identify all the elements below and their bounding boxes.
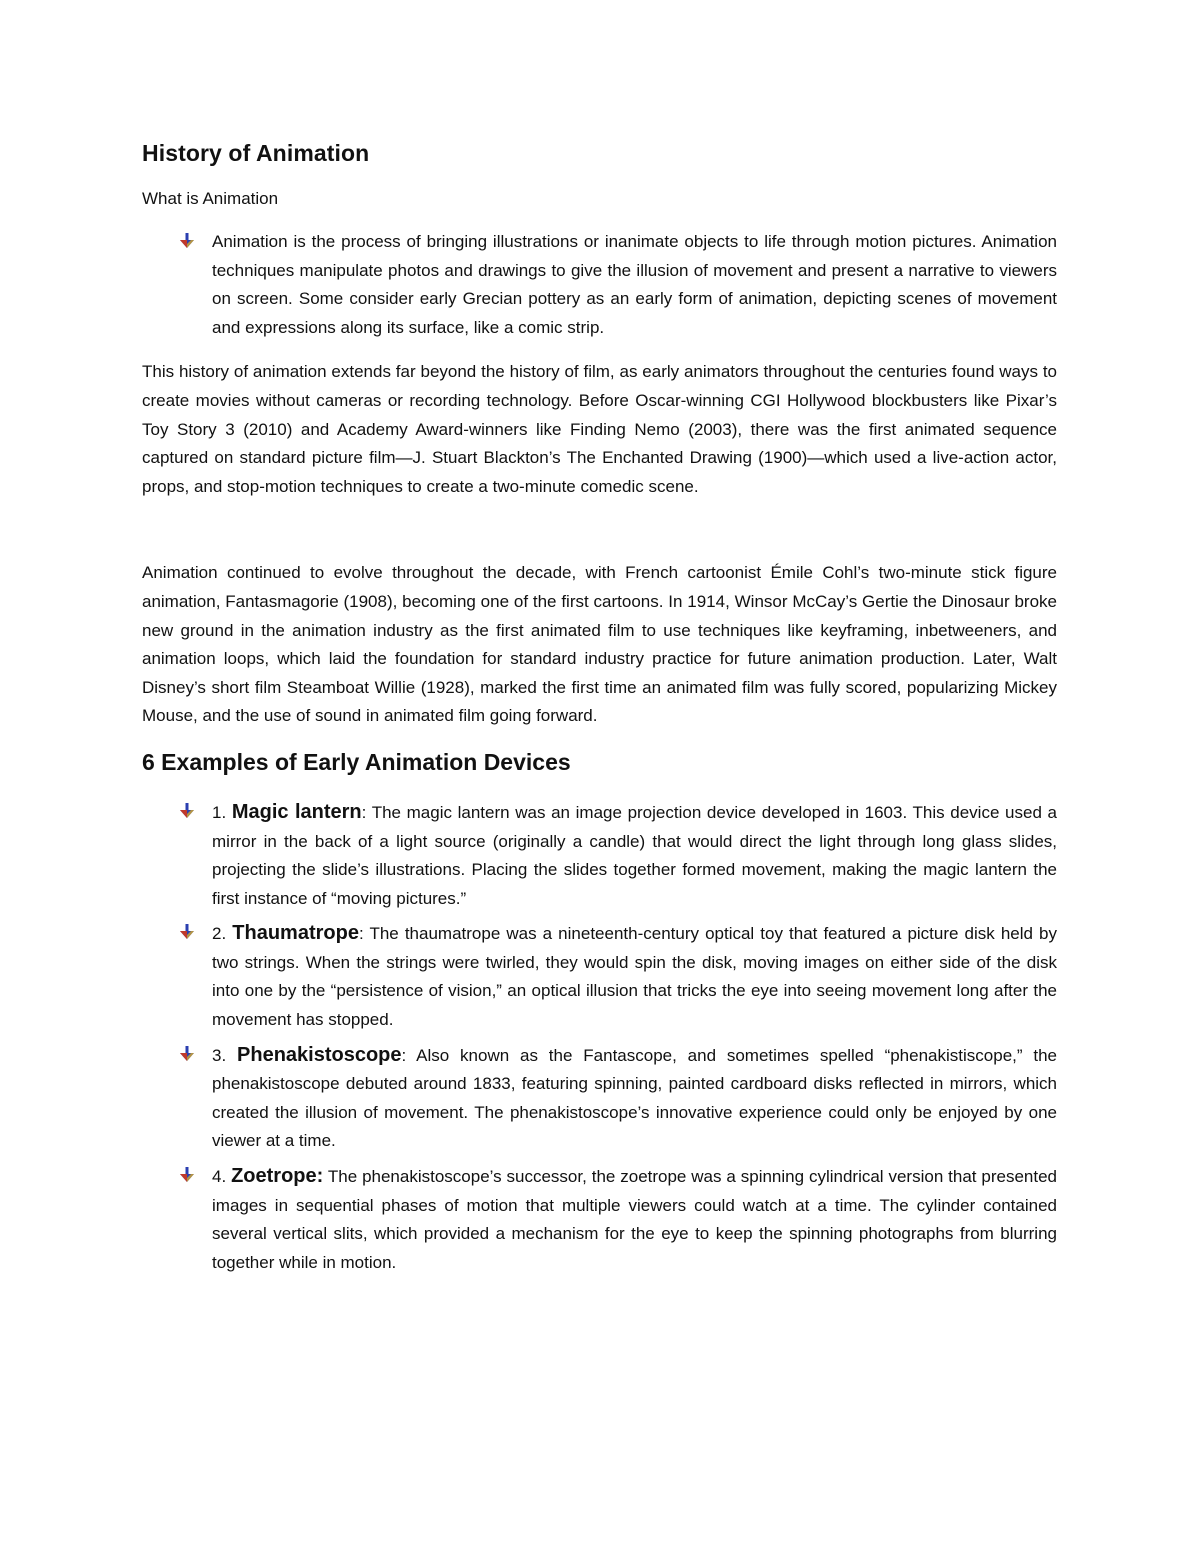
device-number: 4. — [212, 1167, 232, 1187]
down-arrow-bullet-icon — [178, 1045, 196, 1063]
device-number: 3. — [212, 1045, 238, 1065]
device-list — [142, 798, 1057, 1278]
device-separator: : — [361, 802, 372, 822]
device-number: 1. — [212, 802, 232, 822]
down-arrow-bullet-icon — [178, 1166, 196, 1184]
device-separator: : — [401, 1045, 417, 1065]
list-item — [142, 1162, 1057, 1277]
list-item — [142, 919, 1057, 1034]
device-description: The magic lantern was an image projection device developed in 1603. This device used a mirror in the back of a light source (originally a candle) that would direct the light through long glass slides, projecting the slide’s illustrations. Placing the slides together formed movement, making the magic lantern the first instance of “moving pictures.” — [212, 802, 1057, 908]
section-subtitle: What is Animation — [142, 189, 279, 208]
device-number: 2. — [212, 924, 233, 944]
document-title: History of Animation — [142, 140, 370, 166]
down-arrow-bullet-icon — [178, 232, 196, 250]
device-term: Zoetrope: — [231, 1165, 324, 1188]
paragraph: Animation continued to evolve throughout the decade, with French cartoonist Émile Cohl’s two-minute stick figure animation, Fantasmagorie (1908), becoming one of the first cartoons. In 1914, Winsor McCay’s Gertie the Dinosaur broke new ground in the animation industry as the first animated film to use techniques like keyframing, inbetweeners, and animation loops, which laid the foundation for standard industry practice for future animation production. Later, Walt Disney’s short film Steamboat Willie (1928), marked the first time an animated film was fully scored, popularizing Mickey Mouse, and the use of sound in animated film going forward. — [142, 563, 1057, 726]
intro-bullet-list — [142, 228, 1057, 342]
device-separator: : — [358, 924, 370, 944]
intro-bullet-text: Animation is the process of bringing illustrations or inanimate objects to life through motion pictures. Animation techniques manipulate photos and drawings to give the illusion of movement and present a narrative to viewers on screen. Some consider early Grecian pottery as an early form of animation, depicting scenes of movement and expressions along its surface, like a comic strip. — [212, 232, 1057, 337]
section-heading: 6 Examples of Early Animation Devices — [142, 748, 571, 775]
paragraph: This history of animation extends far beyond the history of film, as early animators throughout the centuries found ways to create movies without cameras or recording technology. Before Oscar-winning CGI Hollywood blockbusters like Pixar’s Toy Story 3 (2010) and Academy Award-winners like Finding Nemo (2003), there was the first animated sequence captured on standard picture film—J. Stuart Blackton’s The Enchanted Drawing (1900)—which used a live-action actor, props, and stop-motion techniques to create a two-minute comedic scene. — [142, 362, 1057, 496]
down-arrow-bullet-icon — [178, 802, 196, 820]
document-body — [142, 140, 1057, 1283]
device-description: Also known as the Fantascope, and sometimes spelled “phenakistiscope,” the phenakistoscope debuted around 1833, featuring spinning, painted cardboard disks reflected in mirrors, which created the illusion of movement. The phenakistoscope’s innovative experience could only be enjoyed by one viewer at a time. — [212, 1045, 1057, 1151]
device-term: Thaumatrope — [232, 922, 359, 945]
list-item — [142, 1041, 1057, 1156]
down-arrow-bullet-icon — [178, 923, 196, 941]
list-item — [142, 798, 1057, 913]
device-description: The thaumatrope was a nineteenth-century optical toy that featured a picture disk held by two strings. When the strings were twirled, they would spin the disk, moving images on either side of the disk into one by the “persistence of vision,” an optical illusion that tricks the eye into seeing movement long after the movement has stopped. — [212, 924, 1058, 1030]
device-term: Phenakistoscope — [237, 1043, 402, 1066]
device-term: Magic lantern — [231, 800, 362, 823]
device-description: The phenakistoscope’s successor, the zoetrope was a spinning cylindrical version that presented images in sequential phases of motion that multiple viewers could watch at a time. The cylinder contained several vertical slits, which provided a mechanism for the eye to keep the spinning photographs from blurring together while in motion. — [212, 1167, 1058, 1272]
list-item — [142, 228, 1057, 342]
